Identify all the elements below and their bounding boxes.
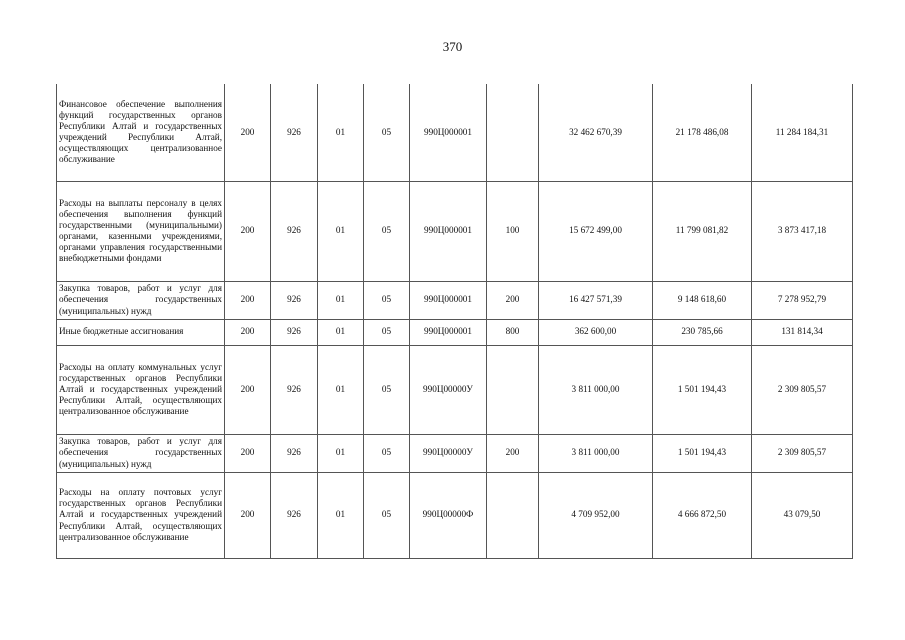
admin-code-cell: 200: [225, 319, 271, 345]
admin-code-cell: 200: [225, 181, 271, 281]
expense-name-cell: Закупка товаров, работ и услуг для обеспечения государственных (муниципальных) нужд: [57, 281, 225, 319]
expense-name-cell: Финансовое обеспечение выполнения функций государственных органов Республики Алтай и государственных учреждений Республики Алтай, осуществляющих централизованное обслуживание: [57, 84, 225, 181]
target-code-cell: 990Ц000001: [410, 84, 487, 181]
admin-code-cell: 200: [225, 84, 271, 181]
amount-cell: 21 178 486,08: [653, 84, 752, 181]
target-code-cell: 990Ц000001: [410, 181, 487, 281]
expense-type-cell: 100: [487, 181, 539, 281]
admin-code-cell: 200: [225, 434, 271, 472]
expense-type-cell: 200: [487, 281, 539, 319]
amount-cell: 11 284 184,31: [752, 84, 853, 181]
amount-cell: 3 811 000,00: [539, 345, 653, 434]
target-code-cell: 990Ц00000Ф: [410, 472, 487, 558]
section-code-cell: 01: [318, 281, 364, 319]
amount-cell: 1 501 194,43: [653, 345, 752, 434]
ministry-code-cell: 926: [271, 434, 318, 472]
section-code-cell: 01: [318, 181, 364, 281]
amount-cell: 16 427 571,39: [539, 281, 653, 319]
subsection-code-cell: 05: [364, 345, 410, 434]
section-code-cell: 01: [318, 472, 364, 558]
amount-cell: 230 785,66: [653, 319, 752, 345]
section-code-cell: 01: [318, 319, 364, 345]
subsection-code-cell: 05: [364, 472, 410, 558]
target-code-cell: 990Ц000001: [410, 319, 487, 345]
expense-type-cell: [487, 472, 539, 558]
admin-code-cell: 200: [225, 345, 271, 434]
amount-cell: 9 148 618,60: [653, 281, 752, 319]
amount-cell: 4 666 872,50: [653, 472, 752, 558]
amount-cell: 131 814,34: [752, 319, 853, 345]
table-row: [57, 319, 853, 345]
amount-cell: 1 501 194,43: [653, 434, 752, 472]
amount-cell: 362 600,00: [539, 319, 653, 345]
admin-code-cell: 200: [225, 281, 271, 319]
ministry-code-cell: 926: [271, 281, 318, 319]
expense-name-cell: Расходы на оплату почтовых услуг государственных органов Республики Алтай и государственных учреждений Республики Алтай, осуществляющих централизованное обслуживание: [57, 472, 225, 558]
expense-type-cell: 800: [487, 319, 539, 345]
table-row: [57, 84, 853, 181]
expense-name-cell: Расходы на выплаты персоналу в целях обеспечения выполнения функций государственными (муниципальными) органами, казенными учреждениями, органами управления государственными внебюджетными фондами: [57, 181, 225, 281]
expense-type-cell: [487, 345, 539, 434]
amount-cell: 2 309 805,57: [752, 345, 853, 434]
ministry-code-cell: 926: [271, 181, 318, 281]
target-code-cell: 990Ц00000У: [410, 434, 487, 472]
expense-type-cell: 200: [487, 434, 539, 472]
amount-cell: 32 462 670,39: [539, 84, 653, 181]
target-code-cell: 990Ц000001: [410, 281, 487, 319]
table-row: [57, 434, 853, 472]
ministry-code-cell: 926: [271, 472, 318, 558]
table-body: [57, 84, 853, 558]
amount-cell: 3 811 000,00: [539, 434, 653, 472]
amount-cell: 43 079,50: [752, 472, 853, 558]
table-row: [57, 472, 853, 558]
amount-cell: 15 672 499,00: [539, 181, 653, 281]
subsection-code-cell: 05: [364, 434, 410, 472]
admin-code-cell: 200: [225, 472, 271, 558]
ministry-code-cell: 926: [271, 84, 318, 181]
expense-name-cell: Закупка товаров, работ и услуг для обеспечения государственных (муниципальных) нужд: [57, 434, 225, 472]
amount-cell: 2 309 805,57: [752, 434, 853, 472]
amount-cell: 11 799 081,82: [653, 181, 752, 281]
expense-name-cell: Расходы на оплату коммунальных услуг государственных органов Республики Алтай и государственных учреждений Республики Алтай, осуществляющих централизованное обслуживание: [57, 345, 225, 434]
amount-cell: 7 278 952,79: [752, 281, 853, 319]
ministry-code-cell: 926: [271, 319, 318, 345]
expense-name-cell: Иные бюджетные ассигнования: [57, 319, 225, 345]
table-row: [57, 181, 853, 281]
page-number: 370: [442, 39, 463, 54]
section-code-cell: 01: [318, 434, 364, 472]
section-code-cell: 01: [318, 345, 364, 434]
section-code-cell: 01: [318, 84, 364, 181]
table-row: [57, 345, 853, 434]
subsection-code-cell: 05: [364, 319, 410, 345]
expense-type-cell: [487, 84, 539, 181]
budget-table: [56, 84, 853, 559]
target-code-cell: 990Ц00000У: [410, 345, 487, 434]
amount-cell: 4 709 952,00: [539, 472, 653, 558]
table-row: [57, 281, 853, 319]
subsection-code-cell: 05: [364, 181, 410, 281]
subsection-code-cell: 05: [364, 281, 410, 319]
ministry-code-cell: 926: [271, 345, 318, 434]
amount-cell: 3 873 417,18: [752, 181, 853, 281]
subsection-code-cell: 05: [364, 84, 410, 181]
